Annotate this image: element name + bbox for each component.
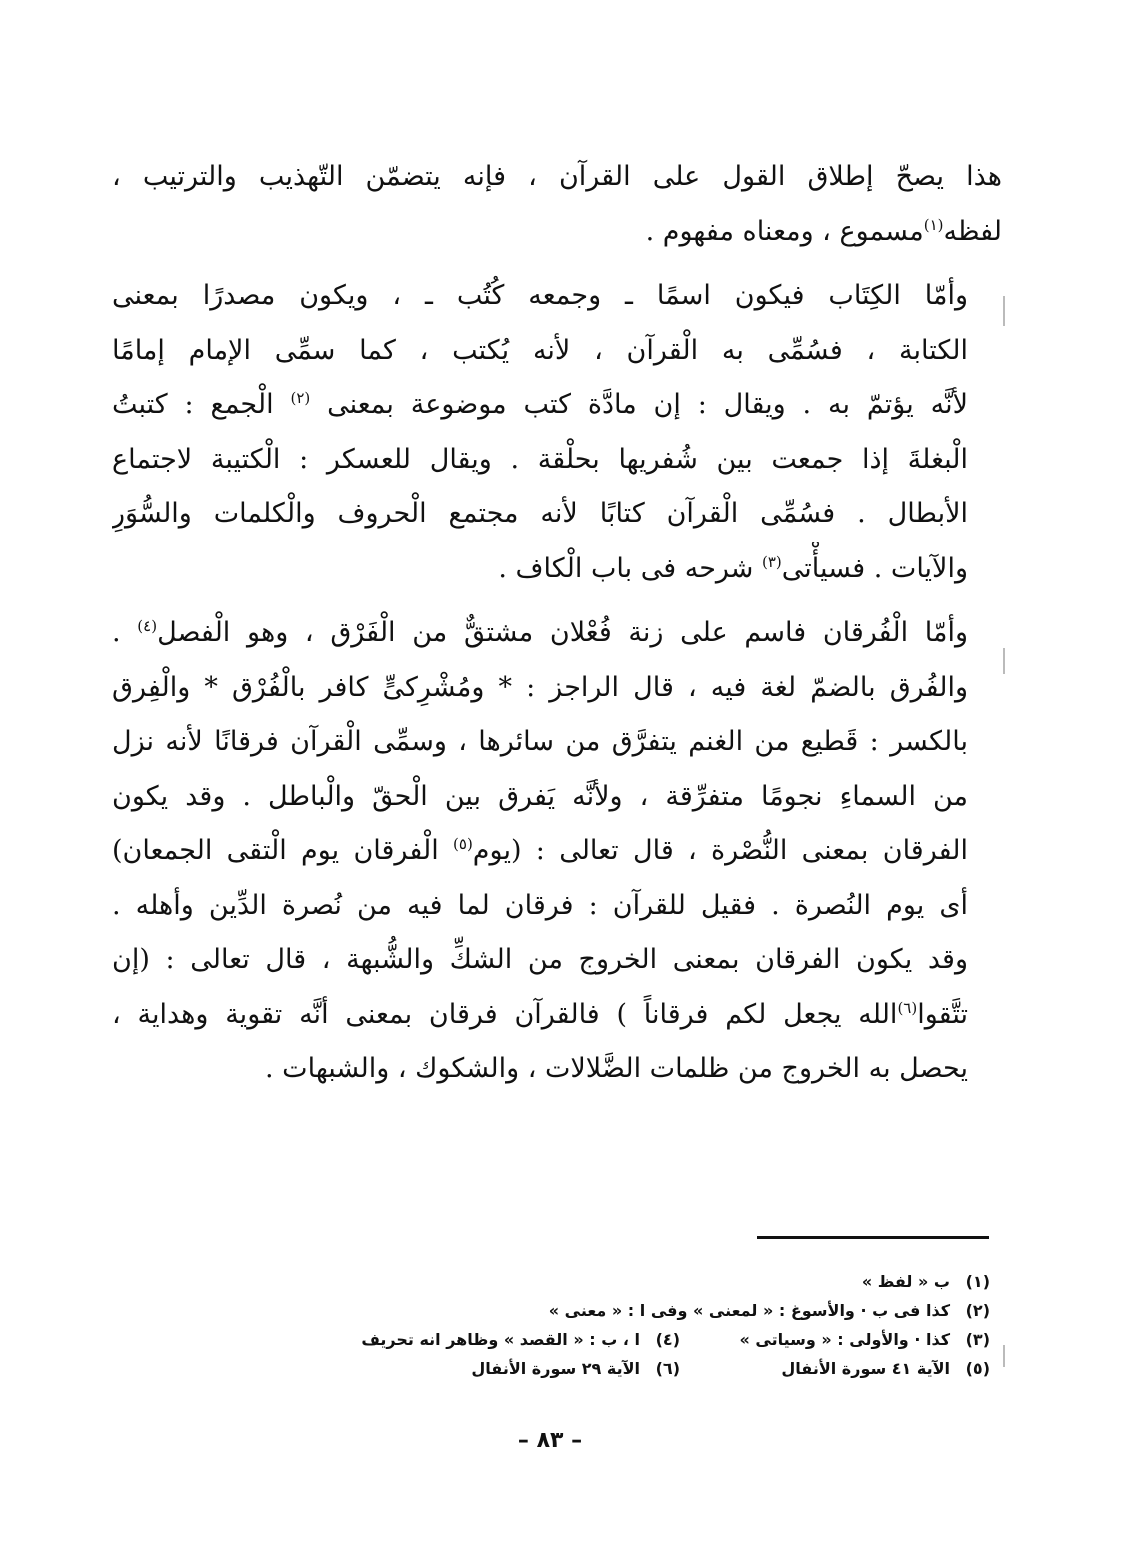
- text-line: الْبغلةَ إذا جمعت بين شُفريها بحلْقة . ويقال للعسكر : الْكتيبة لاجتماع: [112, 443, 968, 475]
- footnotes: [160, 1267, 990, 1383]
- text-line: بالكسر : قَطيع من الغنم يتفرَّق من سائرها ، وسمِّى الْقرآن فرقانًا لأنه نزل: [112, 726, 968, 757]
- footnote-number: (٤): [655, 1330, 680, 1349]
- text-line: الكتابة ، فسُمِّى به الْقرآن ، لأنه يُكتب ، كما سمِّى الإمام إمامًا: [112, 334, 968, 366]
- text-segment: الْفرقان يوم الْتقى الجمعان): [112, 835, 454, 866]
- text-line: والفُرق بالضمّ لغة فيه ، قال الراجز : * ومُشْرِكىٍّ كافر بالْفُرْق * والْفِرق: [112, 671, 968, 703]
- text-segment: الْجمع : كتبتُ: [112, 389, 291, 420]
- footnote: [160, 1354, 680, 1383]
- text-line: الأبطال . فسُمِّى الْقرآن كتابًا لأنه مجتمع الْحروف والْكلمات والسُّوَرِ: [112, 498, 968, 529]
- footnote-number: (٦): [655, 1359, 680, 1378]
- text-segment: .: [112, 617, 138, 648]
- footnote-ref: (٥): [453, 835, 473, 853]
- footnote-ref: (٦): [897, 998, 918, 1017]
- text-line: [112, 606, 1002, 661]
- paragraph: [112, 269, 1002, 596]
- margin-mark: [1003, 296, 1005, 326]
- text-line: وأمّا الكِتَاب فيكون اسمًا ـ وجمعه كُتُب ـ ، ويكون مصدرًا بمعنى: [112, 280, 968, 311]
- text-segment: تتَّقوا: [917, 998, 968, 1030]
- text-segment: وأمّا الْفُرقان فاسم على زنة فُعْلان مشتقٌّ من الْفَرْق ، وهو الْفصل: [157, 617, 968, 648]
- paragraph: [112, 150, 1002, 259]
- text-line: [112, 542, 1002, 597]
- footnote-row: [160, 1354, 990, 1383]
- footnote-text: كذا فى ب · والأسوغ : « لمعنى » وفى ا : « معنى »: [548, 1301, 950, 1320]
- footnote-text: الآية ٢٩ سورة الأنفال: [471, 1359, 640, 1378]
- text-line: وقد يكون الفرقان بمعنى الخروج من الشكِّ والشُّبهة ، قال تعالى : (إن: [112, 944, 968, 975]
- page-number: – ٨٣ –: [517, 1428, 583, 1453]
- footnote-text: كذا · والأولى : « وسياتى »: [739, 1330, 950, 1349]
- footnote: [160, 1267, 990, 1296]
- text-line: [112, 824, 1002, 879]
- footnote-text: ا ، ب : « القصد » وظاهر انه تحريف: [361, 1330, 640, 1349]
- margin-mark: [1003, 1345, 1005, 1367]
- footnote-ref: (٤): [137, 617, 158, 635]
- text-segment: لأنَّه يؤتمّ به . ويقال : إن مادَّة كتب موضوعة بمعنى: [310, 389, 968, 420]
- footnote-number: (٥): [965, 1359, 990, 1378]
- footnote-ref: (٢): [290, 389, 311, 407]
- footnote: [160, 1296, 990, 1325]
- text-segment: والآيات . فسيأْتى: [781, 552, 968, 584]
- footnote: [680, 1354, 990, 1383]
- main-text: [112, 150, 1002, 1107]
- margin-mark: [1003, 648, 1005, 674]
- text-segment: شرحه فى باب الْكاف .: [498, 552, 762, 584]
- footnote-number: (١): [965, 1272, 990, 1291]
- footnote-text: الآية ٤١ سورة الأنفال: [781, 1359, 950, 1378]
- footnote: [160, 1325, 680, 1354]
- footnote-number: (٢): [965, 1301, 990, 1320]
- footnote: [680, 1325, 990, 1354]
- text-line: من السماءِ نجومًا متفرِّقة ، ولأنَّه يَفرق بين الْحقّ والْباطل . وقد يكون: [112, 780, 968, 812]
- text-line: [112, 988, 1002, 1043]
- text-segment: مسموع ، ومعناه مفهوم .: [645, 215, 924, 247]
- footnote-ref: (٣): [761, 552, 782, 571]
- footnote-row: [160, 1267, 990, 1296]
- text-line: أى يوم النُصرة . فقيل للقرآن : فرقان لما فيه من نُصرة الدِّين وأهله .: [112, 889, 969, 921]
- text-segment: لفظه: [943, 215, 1002, 247]
- paragraph: [112, 606, 1002, 1097]
- footnote-row: [160, 1325, 990, 1354]
- footnote-text: ب « لفظ »: [861, 1272, 950, 1291]
- footnote-row: [160, 1296, 990, 1325]
- text-line: [112, 378, 1002, 433]
- text-segment: الفرقان بمعنى النُّصْرة ، قال تعالى : (يوم: [472, 835, 968, 866]
- footnote-divider: [757, 1236, 989, 1239]
- text-segment: الله يجعل لكم فرقاناً ) فالقرآن فرقان بمعنى أنَّه تقوية وهداية ،: [112, 998, 898, 1030]
- footnote-number: (٣): [965, 1330, 990, 1349]
- text-line: يحصل به الخروج من ظلمات الضَّلالات ، والشكوك ، والشبهات .: [265, 1053, 968, 1084]
- text-line: هذا يصحّ إطلاق القول على القرآن ، فإنه يتضمّن التّهذيب والترتيب ،: [112, 161, 1002, 192]
- footnote-ref: (١): [923, 215, 944, 234]
- text-line: [112, 205, 1002, 260]
